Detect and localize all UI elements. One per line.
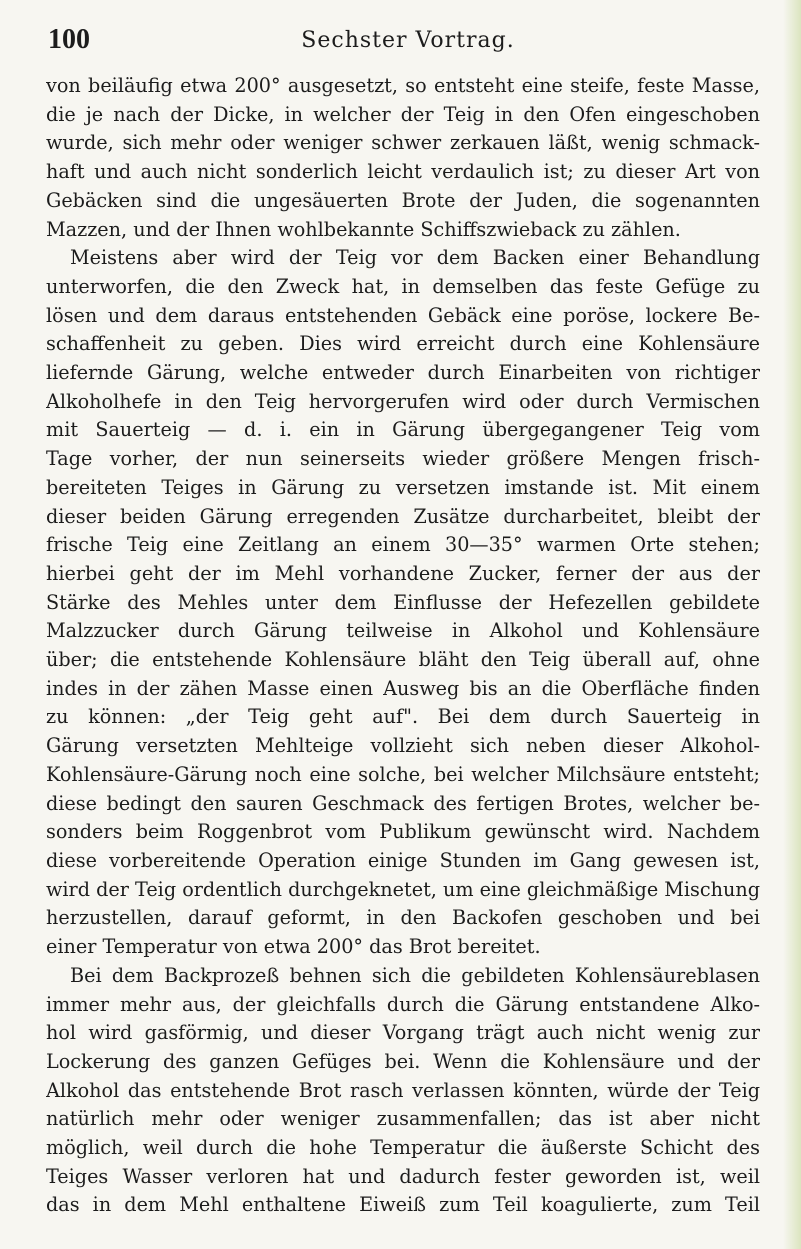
text-line: diese bedingt den sauren Geschmack des fertigen Brotes, welcher be- (46, 791, 760, 815)
text-line: diese vorbereitende Operation einige Stunden im Gang gewesen ist, (46, 848, 760, 872)
text-line: liefernde Gärung, welche entweder durch Einarbeiten von richtiger (46, 361, 760, 385)
text-line: wird der Teig ordentlich durchgeknetet, um eine gleichmäßige Mischung (46, 877, 760, 901)
text-line: Lockerung des ganzen Gefüges bei. Wenn die Kohlensäure und der (46, 1049, 760, 1073)
body-text (46, 72, 760, 1220)
text-line: Bei dem Backprozeß behnen sich die gebildeten Kohlensäureblasen (70, 963, 760, 987)
page-number: 100 (48, 24, 90, 55)
text-line: Kohlensäure-Gärung noch eine solche, bei welcher Milchsäure entsteht; (46, 762, 760, 786)
text-line: immer mehr aus, der gleichfalls durch die Gärung entstandene Alko- (46, 992, 760, 1016)
running-head (48, 24, 768, 60)
text-line: Gärung versetzten Mehlteige vollzieht sich neben dieser Alkohol- (46, 734, 760, 758)
text-line: wurde, sich mehr oder weniger schwer zerkauen läßt, wenig schmack- (46, 131, 760, 155)
text-line: Tage vorher, der nun seinerseits wieder größere Mengen frisch- (46, 447, 760, 471)
text-line: zu können: „der Teig geht auf". Bei dem durch Sauerteig in (46, 705, 760, 729)
text-line: Mazzen, und der Ihnen wohlbekannte Schiffszwieback zu zählen. (46, 217, 681, 241)
text-line: Teiges Wasser verloren hat und dadurch fester geworden ist, weil (46, 1164, 760, 1188)
text-line: frische Teig eine Zeitlang an einem 30—35° warmen Orte stehen; (46, 533, 760, 557)
text-line: mit Sauerteig — d. i. ein in Gärung übergegangener Teig vom (46, 418, 760, 442)
text-line: herzustellen, darauf geformt, in den Backofen geschoben und bei (46, 906, 760, 930)
text-line: unterworfen, die den Zweck hat, in demselben das feste Gefüge zu (46, 274, 760, 298)
text-line: Stärke des Mehles unter dem Einflusse der Hefezellen gebildete (46, 590, 760, 614)
text-line: sonders beim Roggenbrot vom Publikum gewünscht wird. Nachdem (46, 820, 760, 844)
text-line: indes in der zähen Masse einen Ausweg bis an die Oberfläche finden (46, 676, 760, 700)
text-line: bereiteten Teiges in Gärung zu versetzen imstande ist. Mit einem (46, 475, 760, 499)
text-line: natürlich mehr oder weniger zusammenfallen; das ist aber nicht (46, 1107, 760, 1131)
text-line: Gebäcken sind die ungesäuerten Brote der Juden, die sogenannten (46, 188, 760, 212)
running-title: Sechster Vortrag. (301, 28, 515, 53)
text-line: haft und auch nicht sonderlich leicht verdaulich ist; zu dieser Art von (46, 160, 760, 184)
text-line: dieser beiden Gärung erregenden Zusätze durcharbeitet, bleibt der (46, 504, 760, 528)
text-line: hol wird gasförmig, und dieser Vorgang trägt auch nicht wenig zur (46, 1021, 760, 1045)
page-edge-shadow (783, 0, 801, 1249)
text-line: schaffenheit zu geben. Dies wird erreicht durch eine Kohlensäure (46, 332, 760, 356)
text-line: hierbei geht der im Mehl vorhandene Zucker, ferner der aus der (46, 561, 760, 585)
text-line: das in dem Mehl enthaltene Eiweiß zum Teil koagulierte, zum Teil (46, 1193, 760, 1217)
text-line: Meistens aber wird der Teig vor dem Backen einer Behandlung (70, 246, 760, 270)
text-line: Alkohol das entstehende Brot rasch verlassen könnten, würde der Teig (46, 1078, 760, 1102)
text-line: über; die entstehende Kohlensäure bläht den Teig überall auf, ohne (46, 648, 760, 672)
text-line: Malzzucker durch Gärung teilweise in Alkohol und Kohlensäure (46, 619, 760, 643)
text-line: Alkoholhefe in den Teig hervorgerufen wird oder durch Vermischen (46, 389, 760, 413)
text-line: lösen und dem daraus entstehenden Gebäck eine poröse, lockere Be- (46, 303, 760, 327)
text-line: einer Temperatur von etwa 200° das Brot bereitet. (46, 935, 541, 959)
text-line: von beiläufig etwa 200° ausgesetzt, so entsteht eine steife, feste Masse, (46, 74, 760, 97)
text-line: die je nach der Dicke, in welcher der Teig in den Ofen eingeschoben (46, 102, 760, 126)
text-line: möglich, weil durch die hohe Temperatur die äußerste Schicht des (46, 1136, 760, 1160)
